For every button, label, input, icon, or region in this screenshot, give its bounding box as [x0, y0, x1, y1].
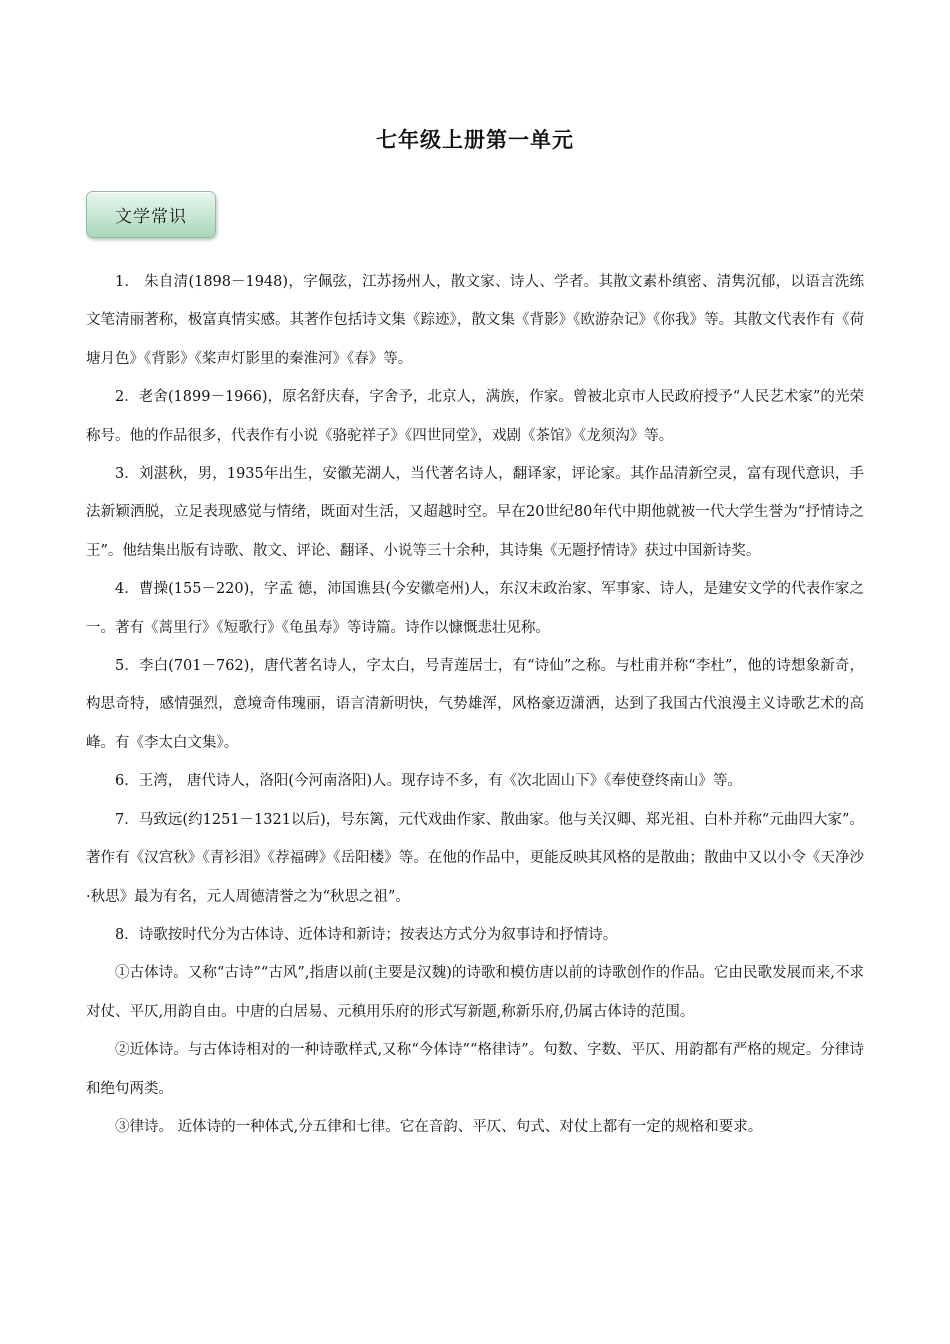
section-tag — [86, 191, 216, 238]
paragraph-8: 8．诗歌按时代分为古体诗、近体诗和新诗；按表达方式分为叙事诗和抒情诗。 — [115, 926, 618, 943]
page-title: 七年级上册第一单元 — [376, 128, 574, 152]
section-tag-label: 文学常识 — [115, 207, 187, 227]
paragraph-10: ②近体诗。与古体诗相对的一种诗歌样式,又称“今体诗”“格律诗”。句数、字数、平仄、用韵都有严格的规定。分律诗和绝句两类。 — [86, 1042, 864, 1097]
paragraph-1: 1． 朱自清(1898－1948)，字佩弦，江苏扬州人，散文家、诗人、学者。其散文素朴缜密、清隽沉郁，以语言洗练文笔清丽著称，极富真情实感。其著作包括诗文集《踪迹》，散文集《背影》《欧游杂记》《你我》等。其散文代表作有《荷塘月色》《背影》《桨声灯影里的秦淮河》《春》等。 — [86, 274, 864, 367]
paragraph-6: 6．王湾， 唐代诗人，洛阳(今河南洛阳)人。现存诗不多，有《次北固山下》《奉使登终南山》等。 — [115, 773, 742, 790]
paragraph-4: 4．曹操(155－220)，字孟 德，沛国谯县(今安徽亳州)人，东汉末政治家、军事家、诗人，是建安文学的代表作家之一。著有《蒿里行》《短歌行》《龟虽寿》等诗篇。诗作以慷慨悲壮见称。 — [86, 581, 864, 636]
paragraph-9: ①古体诗。又称“古诗”“古风”,指唐以前(主要是汉魏)的诗歌和模仿唐以前的诗歌创作的作品。它由民歌发展而来,不求对仗、平仄,用韵自由。中唐的白居易、元稹用乐府的形式写新题,称新乐府,仍属古体诗的范围。 — [86, 965, 864, 1020]
paragraph-11: ③律诗。 近体诗的一种体式,分五律和七律。它在音韵、平仄、句式、对仗上都有一定的规格和要求。 — [115, 1118, 763, 1135]
body-text — [86, 263, 864, 1146]
paragraph-3: 3．刘湛秋，男，1935年出生，安徽芜湖人，当代著名诗人，翻译家，评论家。其作品清新空灵，富有现代意识，手法新颖洒脱，立足表现感觉与情绪，既面对生活，又超越时空。早在20世纪80年代中期他就被一代大学生誉为“抒情诗之王”。他结集出版有诗歌、散文、评论、翻译、小说等三十余种，其诗集《无题抒情诗》获过中国新诗奖。 — [86, 466, 864, 559]
paragraph-2: 2．老舍(1899－1966)，原名舒庆春，字舍予，北京人，满族，作家。曾被北京市人民政府授予“人民艺术家”的光荣称号。他的作品很多，代表作有小说《骆驼祥子》《四世同堂》，戏剧《茶馆》《龙须沟》等。 — [86, 389, 864, 444]
paragraph-7: 7．马致远(约1251－1321以后)，号东篱，元代戏曲作家、散曲家。他与关汉卿、郑光祖、白朴并称“元曲四大家”。著作有《汉宫秋》《青衫泪》《荐福碑》《岳阳楼》等。在他的作品中，更能反映其风格的是散曲；散曲中又以小令《天净沙·秋思》最为有名，元人周德清誉之为“秋思之祖”。 — [86, 811, 864, 905]
paragraph-5: 5．李白(701－762)，唐代著名诗人，字太白，号青莲居士，有“诗仙”之称。与杜甫并称“李杜”，他的诗想象新奇，构思奇特，感情强烈，意境奇伟瑰丽，语言清新明快，气势雄浑，风格豪迈潇洒，达到了我国古代浪漫主义诗歌艺术的高峰。有《李太白文集》。 — [86, 658, 864, 751]
